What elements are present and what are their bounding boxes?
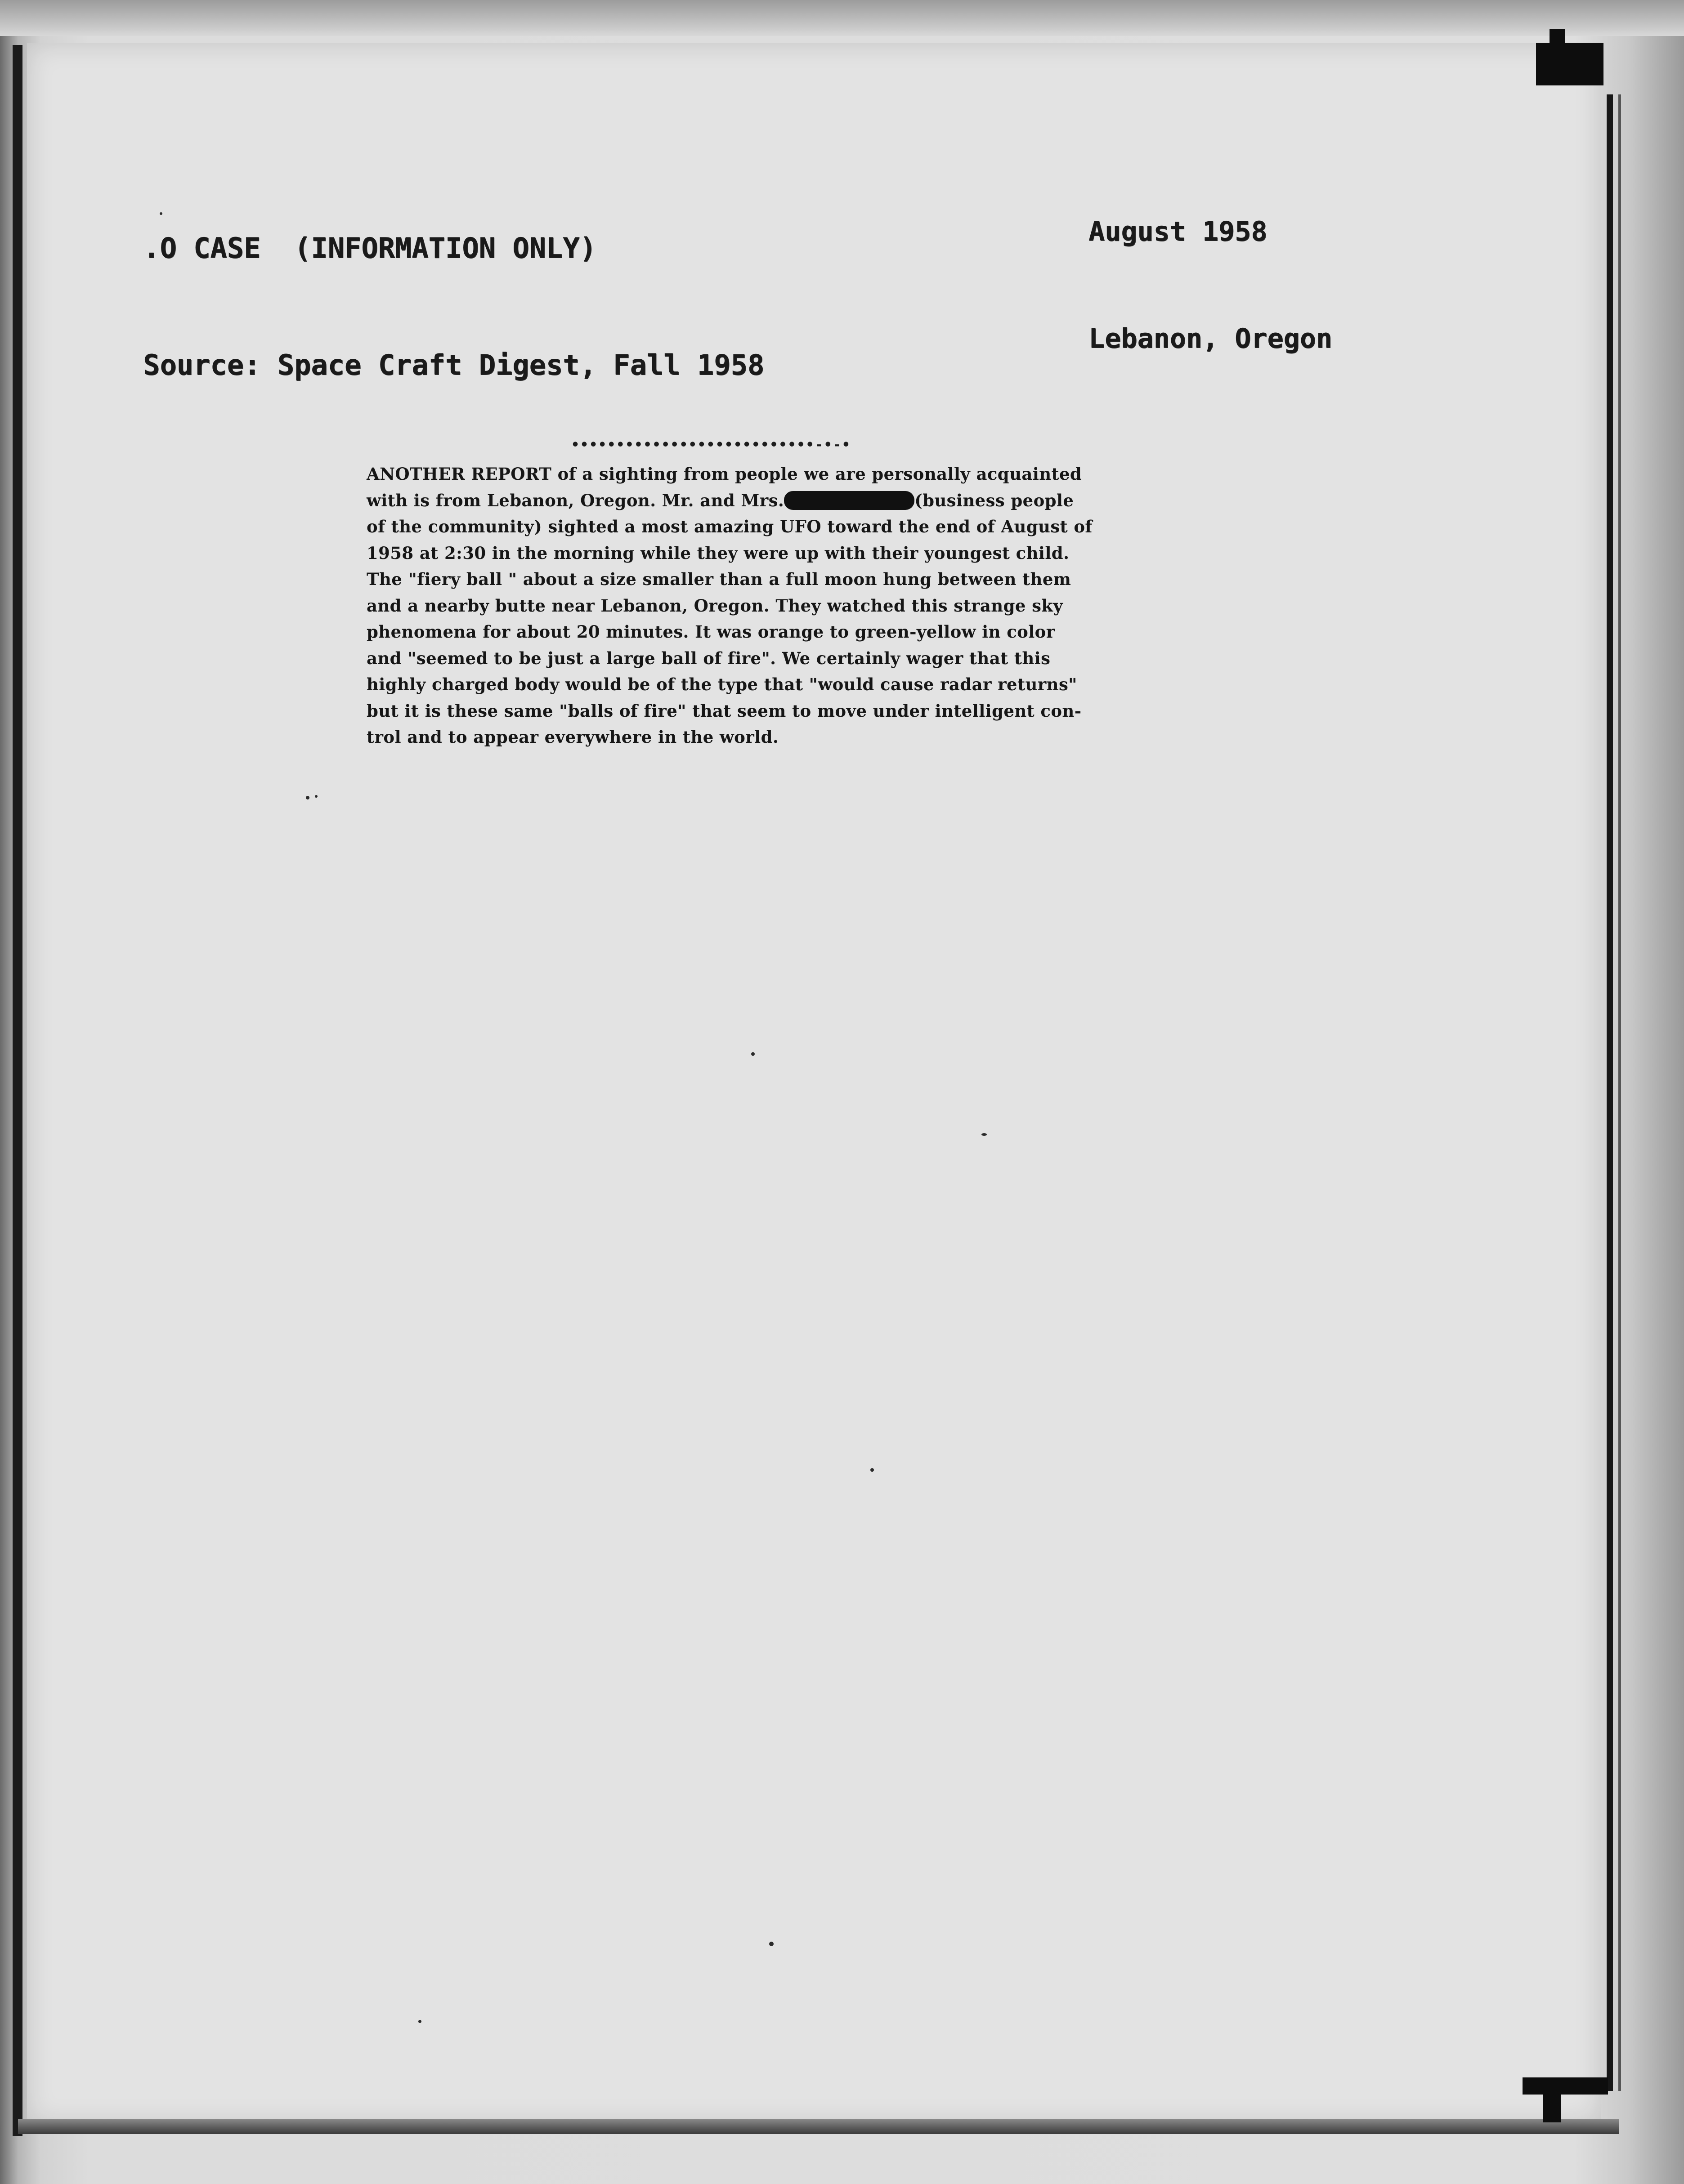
top-right-registration-mark — [1536, 43, 1603, 85]
report-location: Lebanon, Oregon — [1088, 322, 1332, 354]
clipping-line-end: (business people — [914, 490, 1074, 510]
dust-speck — [870, 1468, 874, 1472]
bottom-right-registration-mark — [1523, 2077, 1608, 2095]
clipping-line: of the community) sighted a most amazing UFO toward the end of August of — [367, 517, 1093, 536]
dust-speck — [751, 1052, 755, 1056]
clipping-line: phenomena for about 20 minutes. It was orange to green-yellow in color — [367, 622, 1055, 642]
clipping-line: but it is these same "balls of fire" that seem to move under intelligent con- — [367, 701, 1082, 721]
clipping-line-start: with is from Lebanon, Oregon. Mr. and Mrs. — [367, 490, 784, 510]
left-film-edge — [13, 45, 22, 2136]
source-line: Source: Space Craft Digest, Fall 1958 — [143, 348, 765, 381]
dust-speck — [306, 796, 309, 799]
clipping-separator: •••••••••••••••••••••••••••-•-• — [571, 437, 851, 453]
clipping-line: ANOTHER REPORT of a sighting from people we are personally acquainted — [367, 464, 1082, 484]
top-film-strip — [0, 0, 1684, 36]
case-title: .O CASE (INFORMATION ONLY) — [143, 231, 596, 264]
report-date: August 1958 — [1088, 216, 1267, 248]
right-film-edge-secondary — [1618, 94, 1621, 2091]
newspaper-clipping — [367, 461, 1248, 750]
date-location-block — [1088, 143, 1332, 392]
clipping-line: trol and to appear everywhere in the world. — [367, 727, 779, 747]
right-film-edge — [1607, 94, 1613, 2091]
bottom-right-registration-notch — [1543, 2093, 1561, 2122]
dust-speck — [315, 795, 318, 798]
clipping-line: highly charged body would be of the type that "would cause radar returns" — [367, 674, 1077, 694]
clipping-line: 1958 at 2:30 in the morning while they were up with their youngest child. — [367, 543, 1070, 563]
dust-speck — [769, 1942, 774, 1946]
clipping-line: and "seemed to be just a large ball of fire". We certainly wager that this — [367, 648, 1051, 668]
redaction-mark — [784, 491, 914, 510]
clipping-line-with-redaction — [367, 487, 1248, 514]
top-right-registration-notch — [1550, 29, 1565, 47]
clipping-line: The "fiery ball " about a size smaller than a full moon hung between them — [367, 569, 1071, 589]
dust-speck — [418, 2020, 421, 2023]
bottom-film-edge — [18, 2119, 1619, 2134]
dust-speck — [981, 1133, 987, 1136]
dust-speck — [160, 212, 162, 215]
clipping-line: and a nearby butte near Lebanon, Oregon. They watched this strange sky — [367, 595, 1063, 616]
case-header — [143, 151, 764, 424]
